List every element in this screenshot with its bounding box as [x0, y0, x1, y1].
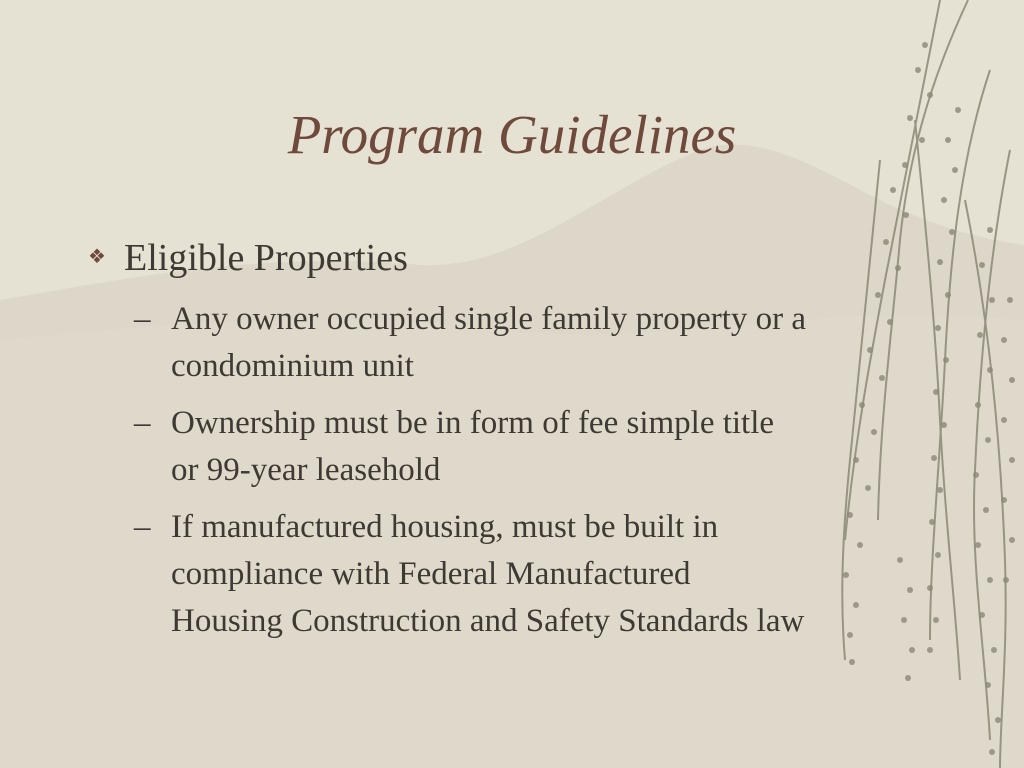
sub-bullet-line: Ownership must be in form of fee simple title: [171, 405, 775, 441]
dash-marker: –: [134, 301, 151, 337]
sub-bullet-line: condominium unit: [171, 348, 414, 384]
sub-bullet-text: [171, 296, 964, 390]
sub-bullet-line: If manufactured housing, must be built in: [171, 509, 719, 545]
sub-bullet-line: Any owner occupied single family property or a: [171, 301, 807, 337]
sub-bullet-line: or 99-year leasehold: [171, 452, 441, 488]
slide-title: Program Guidelines: [287, 104, 737, 165]
diamond-bullet-icon: ❖: [88, 246, 106, 269]
sub-bullet-line: compliance with Federal Manufactured: [171, 556, 691, 592]
sub-bullet-line: Housing Construction and Safety Standards law: [171, 603, 805, 639]
bullet-label: Eligible Properties: [124, 237, 408, 279]
sub-bullet-item: [134, 504, 964, 645]
sub-bullet-text: [171, 400, 964, 494]
sub-bullet-item: [134, 296, 964, 390]
dash-marker: –: [134, 405, 151, 441]
bullet-eligible-properties: [88, 234, 948, 285]
sub-bullet-text: [171, 504, 964, 645]
dash-marker: –: [134, 509, 151, 545]
sub-bullet-list: [134, 296, 964, 655]
sub-bullet-item: [134, 400, 964, 494]
